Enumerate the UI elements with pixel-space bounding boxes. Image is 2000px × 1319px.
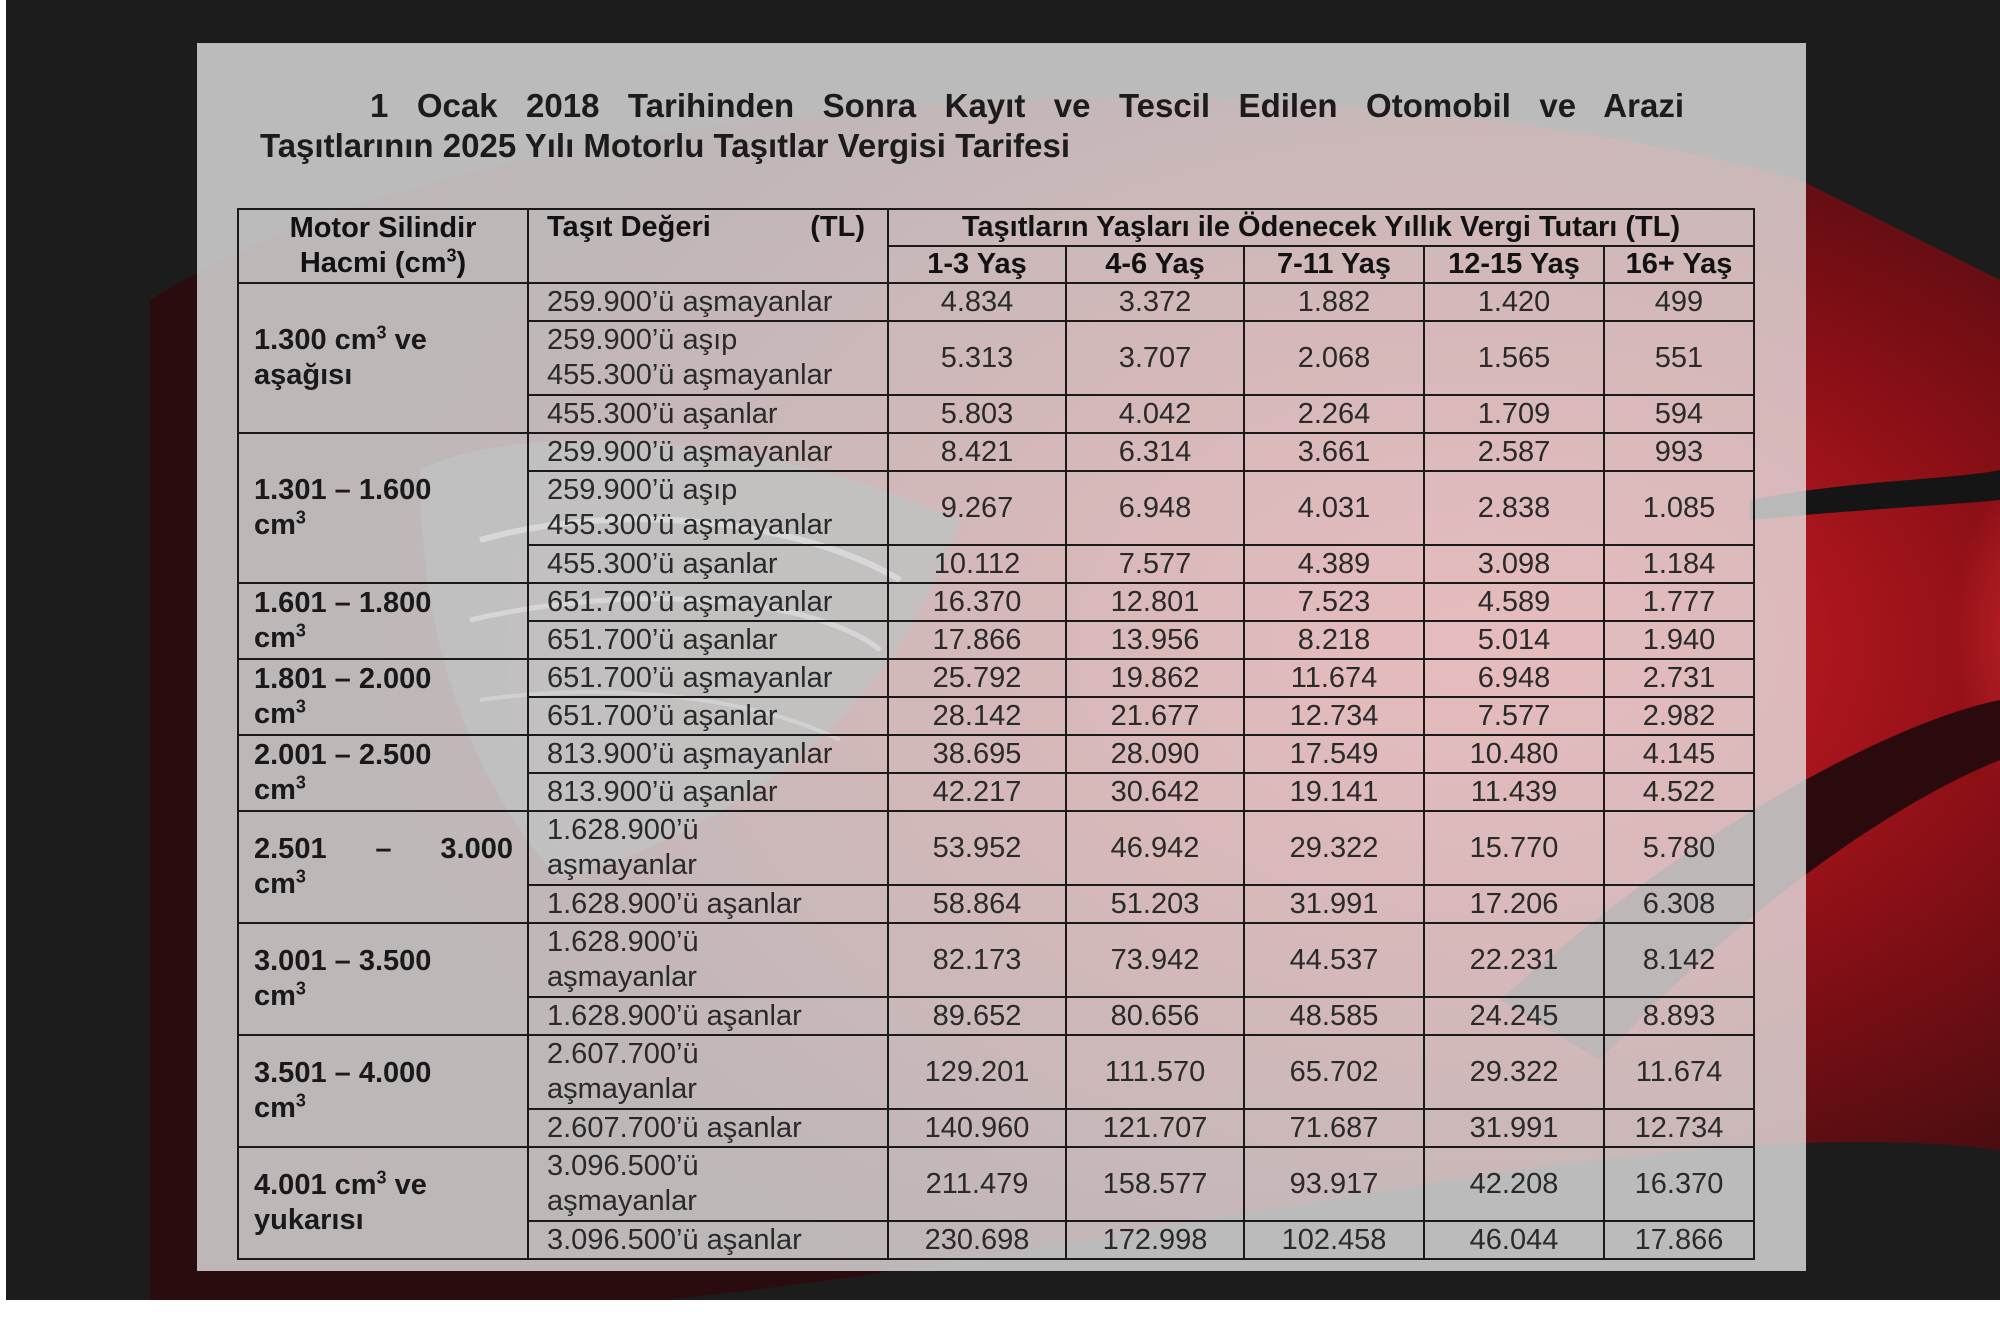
tax-amount-cell: 13.956 <box>1066 621 1244 659</box>
tax-amount-cell: 4.589 <box>1424 583 1604 621</box>
vehicle-value-line: 259.900’ü aşıp <box>547 324 738 356</box>
engine-volume-cell <box>238 1147 528 1259</box>
vehicle-value-line: 651.700’ü aşanlar <box>547 699 778 732</box>
engine-volume-cell <box>238 583 528 659</box>
tax-amount-cell: 7.577 <box>1066 545 1244 583</box>
tax-amount-cell: 1.882 <box>1244 283 1424 321</box>
tax-tariff-sheet <box>197 43 1806 1271</box>
tax-amount-cell: 11.674 <box>1244 659 1424 697</box>
tax-amount-cell: 19.862 <box>1066 659 1244 697</box>
tax-amount-cell: 1.420 <box>1424 283 1604 321</box>
table-row <box>238 923 1754 997</box>
vehicle-value-line: 1.628.900’ü aşanlar <box>547 999 802 1032</box>
engine-volume-cell <box>238 811 528 923</box>
tax-amount-cell: 2.731 <box>1604 659 1754 697</box>
vehicle-value-line: 259.900’ü aşmayanlar <box>547 435 833 468</box>
engine-volume-line1: 1.300 $cm^3$ ve <box>254 322 427 356</box>
vehicle-value-cell <box>528 811 888 885</box>
document-title <box>260 86 1684 166</box>
header-vehicle-value <box>528 209 888 283</box>
tax-amount-cell: 9.267 <box>888 471 1066 545</box>
table-row <box>238 735 1754 773</box>
tax-amount-cell: 16.370 <box>888 583 1066 621</box>
tax-amount-cell: 993 <box>1604 433 1754 471</box>
tax-amount-cell: 28.142 <box>888 697 1066 735</box>
tax-amount-cell: 30.642 <box>1066 773 1244 811</box>
tax-amount-cell: 73.942 <box>1066 923 1244 997</box>
engine-volume-line1: 2.001 – 2.500 <box>254 739 432 771</box>
vehicle-value-cell <box>528 697 888 735</box>
vehicle-value-line: 455.300’ü aşmayanlar <box>547 359 833 391</box>
vehicle-value-line: 1.628.900’ü <box>547 814 699 846</box>
vehicle-value-cell <box>528 997 888 1035</box>
table-row <box>238 283 1754 321</box>
tax-amount-cell: 594 <box>1604 395 1754 433</box>
engine-volume-line2: $cm^3$ <box>254 772 306 806</box>
tax-amount-cell: 6.948 <box>1424 659 1604 697</box>
tax-amount-cell: 1.940 <box>1604 621 1754 659</box>
tax-amount-cell: 22.231 <box>1424 923 1604 997</box>
tax-amount-cell: 15.770 <box>1424 811 1604 885</box>
vehicle-value-line: aşmayanlar <box>547 1073 697 1105</box>
tax-amount-cell: 51.203 <box>1066 885 1244 923</box>
tax-amount-cell: 42.217 <box>888 773 1066 811</box>
tax-amount-cell: 230.698 <box>888 1221 1066 1259</box>
tax-amount-cell: 46.044 <box>1424 1221 1604 1259</box>
header-age-5: 16+ Yaş <box>1604 246 1754 283</box>
vehicle-value-cell <box>528 1109 888 1147</box>
engine-volume-line1: 3.501 – 4.000 <box>254 1057 432 1089</box>
header-engine-volume <box>238 209 528 283</box>
engine-volume-cell <box>238 735 528 811</box>
engine-volume-line1: 3.001 – 3.500 <box>254 945 432 977</box>
header-age-3: 7-11 Yaş <box>1244 246 1424 283</box>
vehicle-value-cell <box>528 395 888 433</box>
tax-amount-cell: 80.656 <box>1066 997 1244 1035</box>
title-line-2: Taşıtlarının 2025 Yılı Motorlu Taşıtlar Vergisi Tarifesi <box>260 127 1070 164</box>
tax-amount-cell: 42.208 <box>1424 1147 1604 1221</box>
vehicle-value-line: 455.300’ü aşanlar <box>547 397 778 430</box>
engine-volume-line1: 4.001 $cm^3$ ve <box>254 1167 427 1201</box>
engine-volume-cell <box>238 283 528 433</box>
vehicle-value-cell <box>528 583 888 621</box>
engine-volume-cell <box>238 433 528 583</box>
vehicle-value-line: 3.096.500’ü <box>547 1150 699 1182</box>
vehicle-value-line: aşmayanlar <box>547 961 697 993</box>
engine-volume-cell <box>238 923 528 1035</box>
engine-volume-line2: $cm^3$ <box>254 696 306 730</box>
vehicle-value-line: 651.700’ü aşmayanlar <box>547 661 833 694</box>
tax-amount-cell: 17.866 <box>1604 1221 1754 1259</box>
table-row <box>238 1035 1754 1109</box>
header-value-label: Taşıt Değeri <box>547 211 711 243</box>
tax-amount-cell: 19.141 <box>1244 773 1424 811</box>
tax-amount-cell: 24.245 <box>1424 997 1604 1035</box>
tax-amount-cell: 7.523 <box>1244 583 1424 621</box>
vehicle-value-cell <box>528 1147 888 1221</box>
tax-amount-cell: 2.264 <box>1244 395 1424 433</box>
header-age-2: 4-6 Yaş <box>1066 246 1244 283</box>
tax-amount-cell: 2.982 <box>1604 697 1754 735</box>
engine-volume-line2: $cm^3$ <box>254 507 306 541</box>
tax-amount-cell: 2.068 <box>1244 321 1424 395</box>
tax-amount-cell: 4.389 <box>1244 545 1424 583</box>
tax-tariff-table <box>237 208 1755 1260</box>
tax-amount-cell: 29.322 <box>1244 811 1424 885</box>
tax-amount-cell: 17.866 <box>888 621 1066 659</box>
tax-amount-cell: 172.998 <box>1066 1221 1244 1259</box>
engine-volume-line2: $cm^3$ <box>254 620 306 654</box>
tax-amount-cell: 5.313 <box>888 321 1066 395</box>
tax-amount-cell: 5.780 <box>1604 811 1754 885</box>
vehicle-value-line: 3.096.500’ü aşanlar <box>547 1223 802 1256</box>
tax-amount-cell: 38.695 <box>888 735 1066 773</box>
tax-amount-cell: 48.585 <box>1244 997 1424 1035</box>
header-age-1: 1-3 Yaş <box>888 246 1066 283</box>
tax-amount-cell: 4.145 <box>1604 735 1754 773</box>
tax-amount-cell: 89.652 <box>888 997 1066 1035</box>
tax-amount-cell: 4.522 <box>1604 773 1754 811</box>
tax-amount-cell: 31.991 <box>1244 885 1424 923</box>
tax-amount-cell: 25.792 <box>888 659 1066 697</box>
vehicle-value-cell <box>528 923 888 997</box>
tax-amount-cell: 8.421 <box>888 433 1066 471</box>
vehicle-value-cell <box>528 471 888 545</box>
vehicle-value-line: 2.607.700’ü aşanlar <box>547 1111 802 1144</box>
tax-amount-cell: 58.864 <box>888 885 1066 923</box>
vehicle-value-cell <box>528 735 888 773</box>
vehicle-value-line: aşmayanlar <box>547 1185 697 1217</box>
tax-amount-cell: 5.014 <box>1424 621 1604 659</box>
tax-amount-cell: 12.734 <box>1244 697 1424 735</box>
engine-volume-line2: $cm^3$ <box>254 866 306 900</box>
vehicle-value-line: 259.900’ü aşmayanlar <box>547 285 833 318</box>
vehicle-value-line: 455.300’ü aşmayanlar <box>547 509 833 541</box>
tax-amount-cell: 111.570 <box>1066 1035 1244 1109</box>
vehicle-value-line: 2.607.700’ü <box>547 1038 699 1070</box>
tax-amount-cell: 8.218 <box>1244 621 1424 659</box>
vehicle-value-line: 259.900’ü aşıp <box>547 474 738 506</box>
tax-amount-cell: 11.674 <box>1604 1035 1754 1109</box>
title-line-1: 1 Ocak 2018 Tarihinden Sonra Kayıt ve Tescil Edilen Otomobil ve Arazi <box>370 87 1684 124</box>
table-row <box>238 1147 1754 1221</box>
vehicle-value-cell <box>528 321 888 395</box>
engine-volume-line1: 1.301 – 1.600 <box>254 474 432 506</box>
tax-amount-cell: 46.942 <box>1066 811 1244 885</box>
tax-amount-cell: 31.991 <box>1424 1109 1604 1147</box>
engine-volume-line2: $cm^3$ <box>254 1090 306 1124</box>
tax-amount-cell: 1.777 <box>1604 583 1754 621</box>
vehicle-value-line: aşmayanlar <box>547 849 697 881</box>
tax-amount-cell: 8.893 <box>1604 997 1754 1035</box>
vehicle-value-cell <box>528 545 888 583</box>
tax-amount-cell: 4.031 <box>1244 471 1424 545</box>
tax-amount-cell: 211.479 <box>888 1147 1066 1221</box>
tax-amount-cell: 65.702 <box>1244 1035 1424 1109</box>
tax-amount-cell: 29.322 <box>1424 1035 1604 1109</box>
tax-amount-cell: 12.801 <box>1066 583 1244 621</box>
tax-amount-cell: 3.098 <box>1424 545 1604 583</box>
tax-amount-cell: 53.952 <box>888 811 1066 885</box>
table-row <box>238 659 1754 697</box>
tax-amount-cell: 28.090 <box>1066 735 1244 773</box>
tax-amount-cell: 499 <box>1604 283 1754 321</box>
tax-amount-cell: 4.042 <box>1066 395 1244 433</box>
vehicle-value-cell <box>528 433 888 471</box>
tax-amount-cell: 140.960 <box>888 1109 1066 1147</box>
engine-volume-line2: aşağısı <box>254 359 353 391</box>
vehicle-value-cell <box>528 283 888 321</box>
table-row <box>238 811 1754 885</box>
engine-volume-line2: yukarısı <box>254 1204 364 1236</box>
tax-amount-cell: 17.549 <box>1244 735 1424 773</box>
tax-amount-cell: 3.707 <box>1066 321 1244 395</box>
tax-amount-cell: 17.206 <box>1424 885 1604 923</box>
tax-amount-cell: 6.314 <box>1066 433 1244 471</box>
tax-amount-cell: 44.537 <box>1244 923 1424 997</box>
tax-amount-cell: 1.085 <box>1604 471 1754 545</box>
tax-amount-cell: 3.661 <box>1244 433 1424 471</box>
header-engine-line1: Motor Silindir <box>289 212 477 244</box>
vehicle-value-line: 1.628.900’ü aşanlar <box>547 887 802 920</box>
vehicle-value-line: 1.628.900’ü <box>547 926 699 958</box>
tax-amount-cell: 1.184 <box>1604 545 1754 583</box>
tax-amount-cell: 121.707 <box>1066 1109 1244 1147</box>
vehicle-value-cell <box>528 1035 888 1109</box>
tax-amount-cell: 5.803 <box>888 395 1066 433</box>
engine-volume-line1: 1.601 – 1.800 <box>254 587 432 619</box>
tax-amount-cell: 71.687 <box>1244 1109 1424 1147</box>
tax-amount-cell: 2.838 <box>1424 471 1604 545</box>
vehicle-value-cell <box>528 885 888 923</box>
header-value-unit: (TL) <box>810 211 865 243</box>
tax-amount-cell: 21.677 <box>1066 697 1244 735</box>
vehicle-value-line: 651.700’ü aşanlar <box>547 623 778 656</box>
vehicle-value-cell <box>528 659 888 697</box>
engine-volume-cell <box>238 1035 528 1147</box>
tax-amount-cell: 1.709 <box>1424 395 1604 433</box>
vehicle-value-line: 455.300’ü aşanlar <box>547 547 778 580</box>
tax-amount-cell: 158.577 <box>1066 1147 1244 1221</box>
tax-amount-cell: 102.458 <box>1244 1221 1424 1259</box>
tax-amount-cell: 6.308 <box>1604 885 1754 923</box>
tax-amount-cell: 93.917 <box>1244 1147 1424 1221</box>
tax-amount-cell: 10.480 <box>1424 735 1604 773</box>
tax-amount-cell: 551 <box>1604 321 1754 395</box>
tax-amount-cell: 7.577 <box>1424 697 1604 735</box>
tax-amount-cell: 12.734 <box>1604 1109 1754 1147</box>
tax-amount-cell: 82.173 <box>888 923 1066 997</box>
engine-volume-line1: 1.801 – 2.000 <box>254 663 432 695</box>
engine-volume-line2: $cm^3$ <box>254 978 306 1012</box>
header-age-4: 12-15 Yaş <box>1424 246 1604 283</box>
vehicle-value-cell <box>528 773 888 811</box>
vehicle-value-line: 813.900’ü aşanlar <box>547 775 778 808</box>
tax-amount-cell: 129.201 <box>888 1035 1066 1109</box>
table-row <box>238 433 1754 471</box>
header-tax-by-age: Taşıtların Yaşları ile Ödenecek Yıllık Vergi Tutarı (TL) <box>888 209 1754 246</box>
tax-amount-cell: 16.370 <box>1604 1147 1754 1221</box>
engine-volume-cell <box>238 659 528 735</box>
tax-amount-cell: 4.834 <box>888 283 1066 321</box>
tax-amount-cell: 3.372 <box>1066 283 1244 321</box>
tax-amount-cell: 11.439 <box>1424 773 1604 811</box>
tax-amount-cell: 10.112 <box>888 545 1066 583</box>
vehicle-value-cell <box>528 1221 888 1259</box>
header-engine-line2: Hacmi $(cm^3)$ <box>299 245 467 279</box>
vehicle-value-line: 813.900’ü aşmayanlar <box>547 737 833 770</box>
table-row <box>238 583 1754 621</box>
engine-volume-line1: 2.501 – 3.000 <box>254 833 513 865</box>
vehicle-value-cell <box>528 621 888 659</box>
tax-amount-cell: 1.565 <box>1424 321 1604 395</box>
tax-amount-cell: 8.142 <box>1604 923 1754 997</box>
tax-amount-cell: 2.587 <box>1424 433 1604 471</box>
vehicle-value-line: 651.700’ü aşmayanlar <box>547 585 833 618</box>
tax-amount-cell: 6.948 <box>1066 471 1244 545</box>
